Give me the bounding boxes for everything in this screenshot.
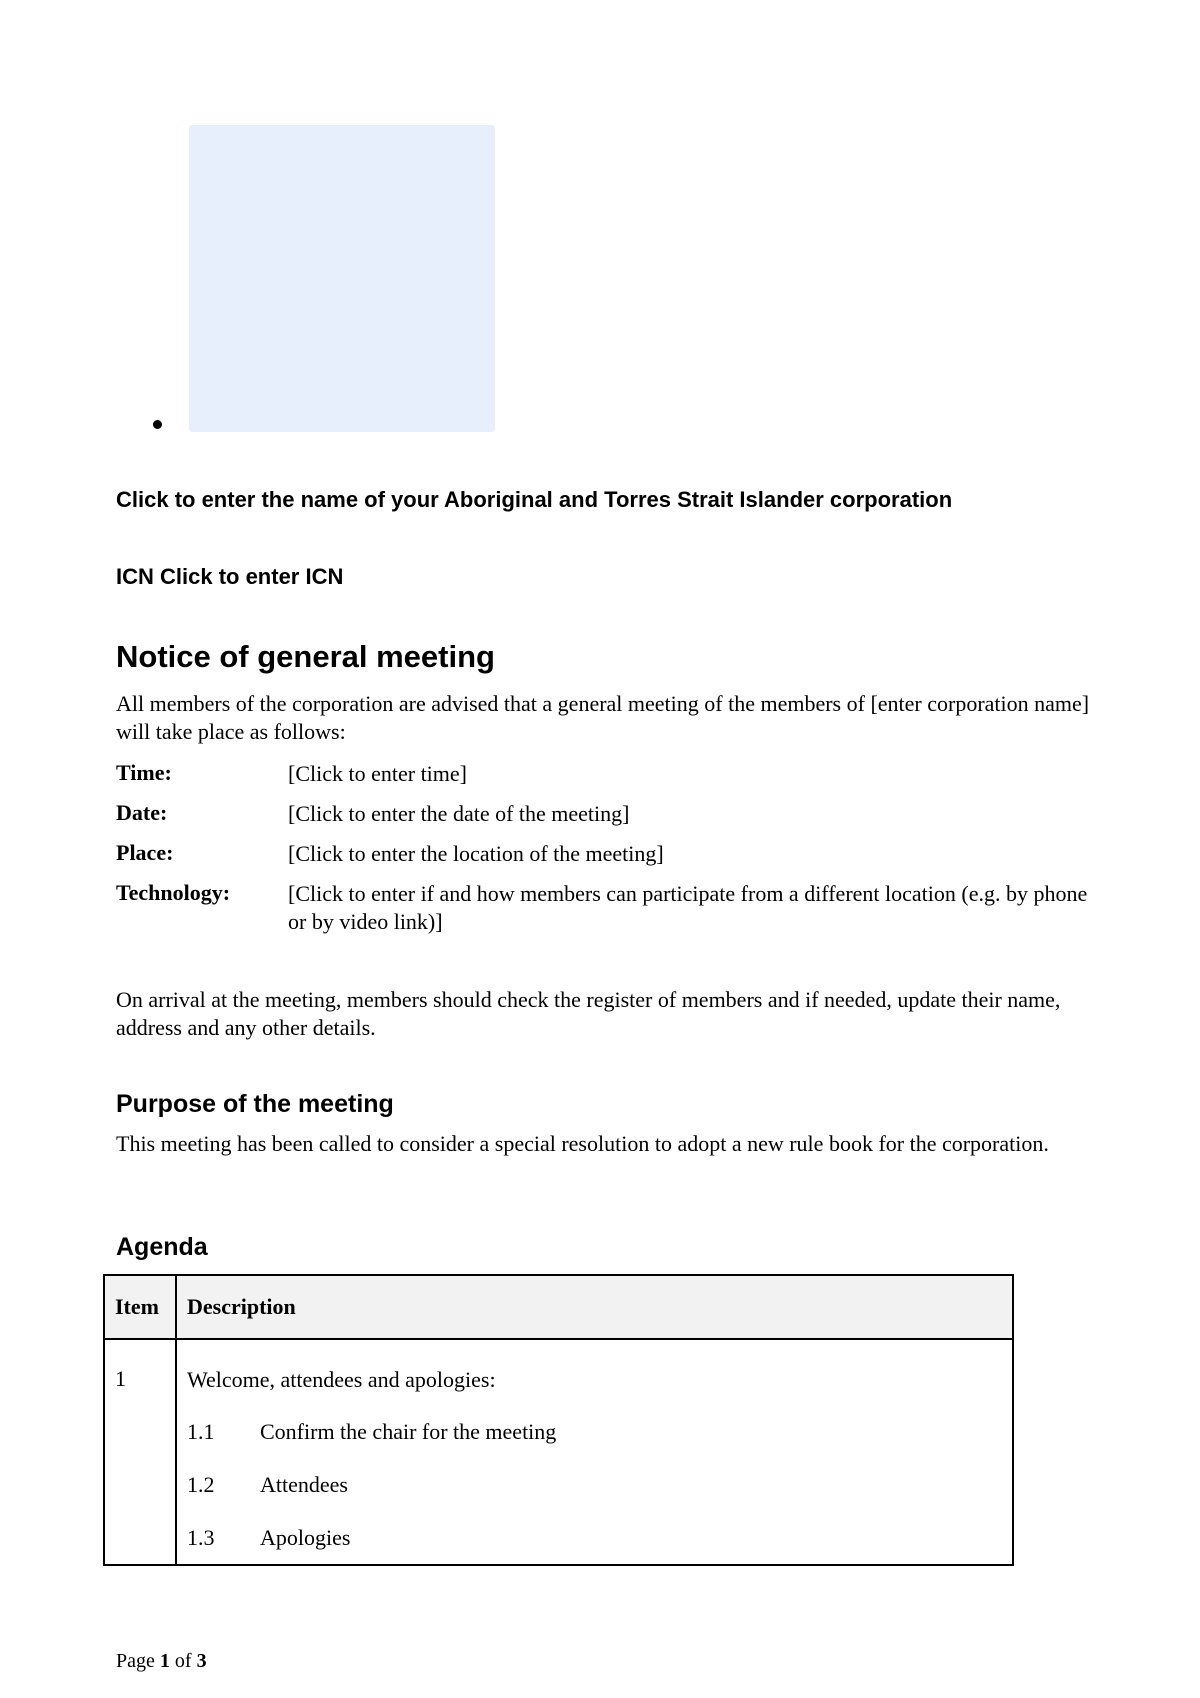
subitem-text: Confirm the chair for the meeting [260, 1419, 557, 1444]
agenda-header-row [104, 1275, 1013, 1339]
date-label: Date: [116, 800, 168, 825]
list-item [187, 1471, 1002, 1499]
corporation-name-field[interactable]: Click to enter the name of your Aboriginal and Torres Strait Islander corporation [116, 487, 953, 512]
technology-label: Technology: [116, 880, 231, 905]
subitem-number: 1.1 [187, 1419, 215, 1444]
arrival-paragraph: On arrival at the meeting, members should check the register of members and if needed, update their name, address and any other details. [116, 987, 1061, 1040]
agenda-item-description-cell [176, 1339, 1013, 1565]
subitem-number: 1.2 [187, 1472, 215, 1497]
current-page-number: 1 [159, 1650, 170, 1672]
subitem-number: 1.3 [187, 1525, 215, 1550]
intro-paragraph: All members of the corporation are advised that a general meeting of the members of [enter corporation name] will take place as follows: [116, 691, 1090, 744]
date-field[interactable]: [Click to enter the date of the meeting] [288, 801, 630, 826]
agenda-table [103, 1274, 1014, 1566]
page-title: Notice of general meeting [116, 639, 495, 674]
footer-prefix: Page [116, 1650, 155, 1672]
technology-field[interactable]: [Click to enter if and how members can participate from a different location (e.g. by phone or by video link)] [288, 881, 1088, 934]
place-label: Place: [116, 840, 174, 865]
purpose-paragraph: This meeting has been called to consider a special resolution to adopt a new rule book for the corporation. [116, 1131, 1049, 1156]
table-row [104, 1339, 1013, 1565]
logo-placeholder[interactable] [189, 125, 495, 432]
bullet-icon [153, 420, 162, 429]
list-item [187, 1418, 1002, 1446]
total-pages-number: 3 [196, 1650, 207, 1672]
footer-of: of [174, 1650, 192, 1672]
time-label: Time: [116, 760, 172, 785]
page-footer [116, 1650, 207, 1673]
agenda-heading: Agenda [116, 1233, 208, 1261]
agenda-item-number: 1 [104, 1339, 176, 1565]
list-item [187, 1524, 1002, 1552]
subitem-text: Apologies [260, 1525, 351, 1550]
column-header-item: Item [104, 1275, 176, 1339]
purpose-heading: Purpose of the meeting [116, 1090, 394, 1118]
column-header-description: Description [176, 1275, 1013, 1339]
place-field[interactable]: [Click to enter the location of the meeting] [288, 841, 664, 866]
subitem-text: Attendees [260, 1472, 348, 1497]
agenda-item-description: Welcome, attendees and apologies: [187, 1367, 496, 1392]
icn-field[interactable]: ICN Click to enter ICN [116, 564, 344, 589]
time-field[interactable]: [Click to enter time] [288, 761, 467, 786]
